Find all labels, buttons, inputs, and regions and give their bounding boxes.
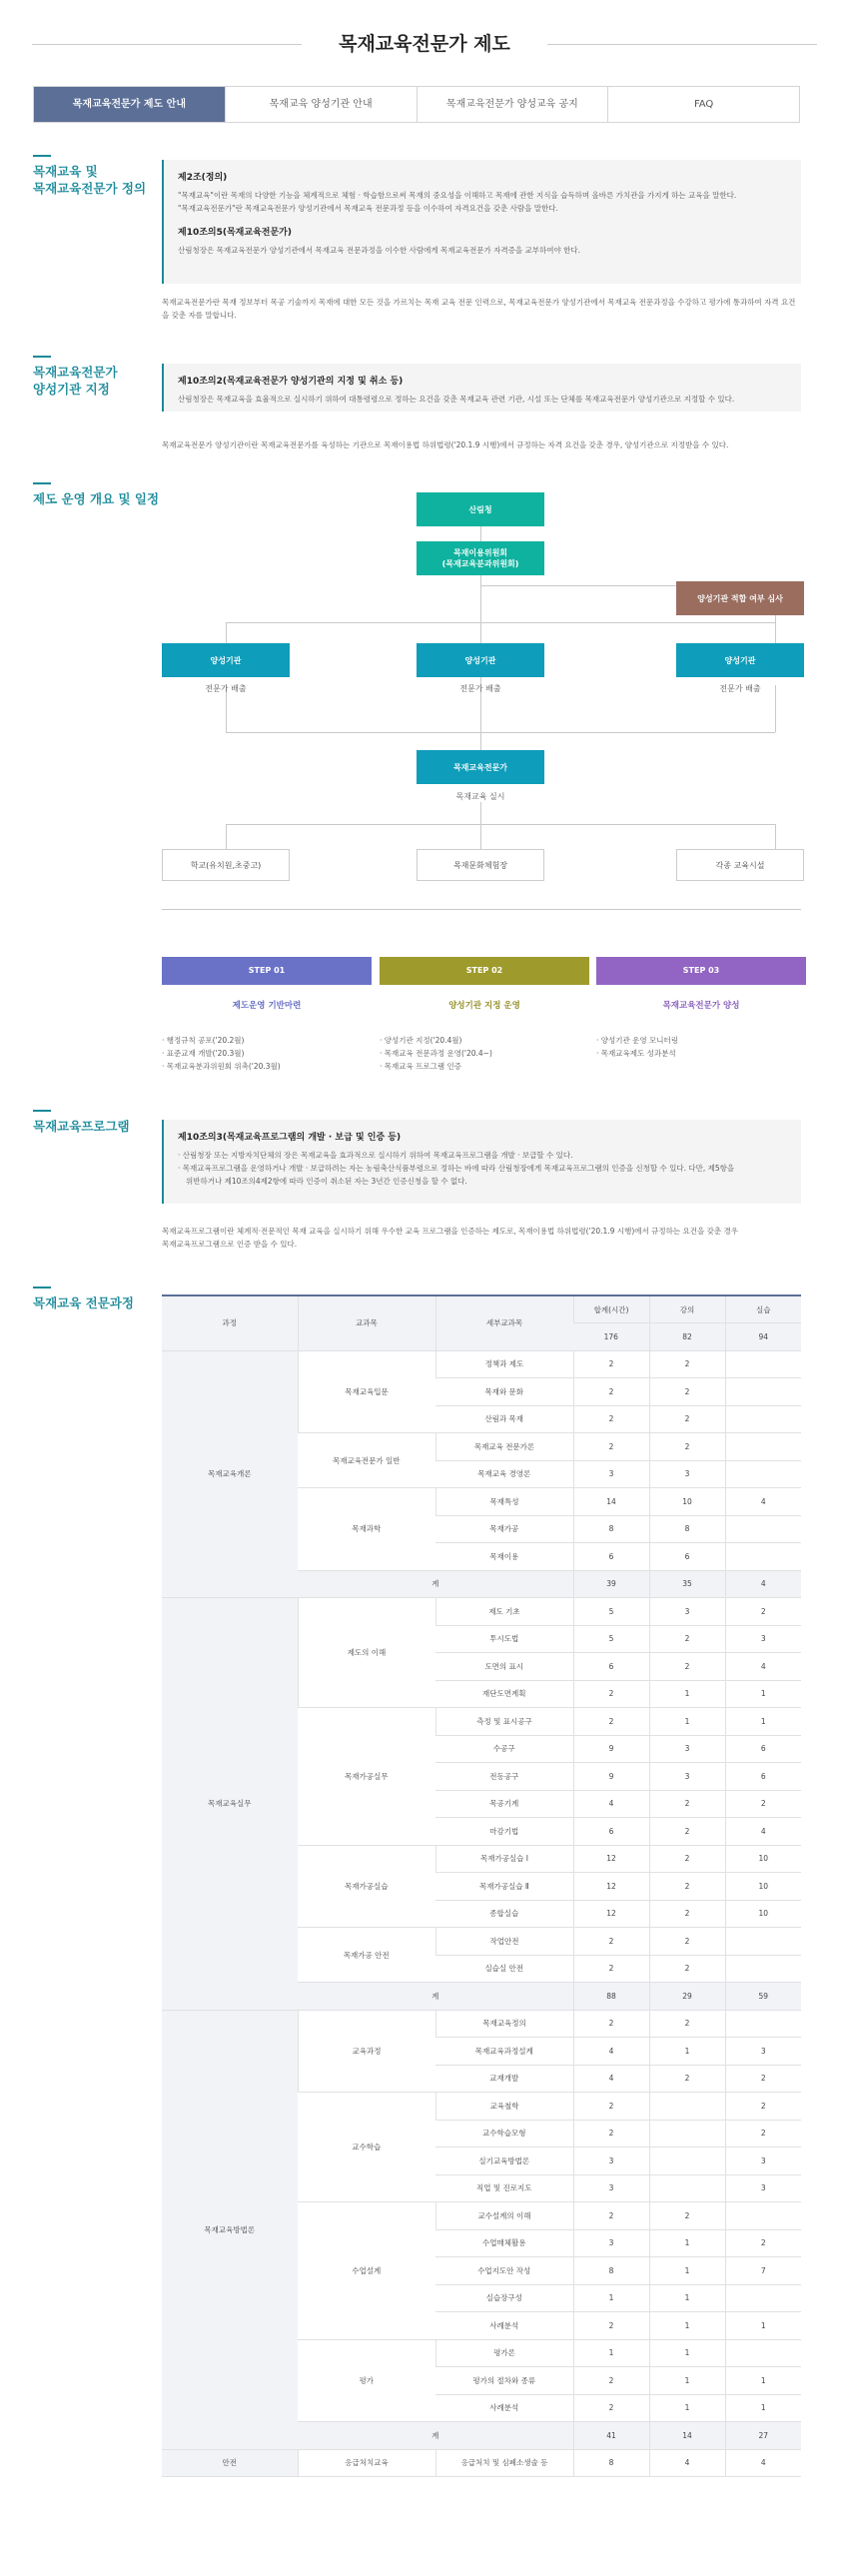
hours-cell: 2 — [649, 1378, 725, 1406]
table-row — [162, 1350, 801, 1378]
hours-cell: 4 — [573, 2038, 649, 2066]
hours-cell: 10 — [725, 1845, 801, 1873]
hours-cell — [649, 2174, 725, 2202]
hours-cell: 3 — [649, 1598, 725, 1626]
hours-cell: 12 — [573, 1900, 649, 1928]
list-item: · 양성기관 운영 모니터링 — [596, 1036, 678, 1045]
sum-cell: 41 — [573, 2422, 649, 2450]
program-note — [162, 1225, 801, 1251]
institution-sub: 전문가 배출 — [719, 684, 761, 693]
detail-cell: 작업안전 — [435, 1928, 573, 1956]
hours-cell: 9 — [573, 1735, 649, 1763]
hours-cell: 2 — [725, 2093, 801, 2121]
article-text: "목재교육전문가"란 목재교육전문가 양성기관에서 목재교육 전문과정 등을 이수하여 자격요건을 갖춘 사람을 말한다. — [178, 204, 558, 213]
institution-box — [162, 364, 801, 412]
hours-cell: 2 — [573, 2367, 649, 2395]
table-cell: 4 — [725, 2449, 801, 2477]
hours-cell: 4 — [573, 2065, 649, 2093]
review-node: 양성기관 적합 여부 심사 — [676, 581, 804, 615]
hours-cell: 6 — [573, 1818, 649, 1846]
hours-cell — [649, 2120, 725, 2147]
expert-sub: 목재교육 실시 — [416, 791, 545, 802]
hours-cell: 2 — [649, 2010, 725, 2038]
table-row — [162, 2449, 801, 2477]
article-text: 산림청장은 목재교육을 효율적으로 실시하기 위하여 대통령령으로 정하는 요건을 갖춘 목재교육 관련 기관, 시설 또는 단체를 목재교육전문가 양성기관으로 지정할 수 있다. — [178, 395, 735, 404]
hours-cell: 2 — [573, 1378, 649, 1406]
hours-cell: 3 — [649, 1460, 725, 1488]
sum-cell: 29 — [649, 1983, 725, 2011]
step-1-title: 제도운영 기반마련 — [232, 1001, 302, 1011]
detail-cell: 종합실습 — [435, 1900, 573, 1928]
hours-cell — [725, 1543, 801, 1571]
program-box — [162, 1120, 801, 1204]
list-item: · 산림청장 또는 지방자치단체의 장은 목재교육을 효과적으로 실시하기 위하여 목재교육프로그램을 개발 · 보급할 수 있다. — [178, 1151, 573, 1160]
hours-cell: 10 — [649, 1488, 725, 1516]
article-heading: 제10조의3(목재교육프로그램의 개발 · 보급 및 인증 등) — [178, 1133, 402, 1143]
list-item: 위반하거나 제10조의4제2항에 따라 인증이 취소된 자는 3년간 인증신청을 할 수 없다. — [186, 1177, 467, 1186]
hours-cell: 2 — [725, 2065, 801, 2093]
detail-cell: 도면의 표시 — [435, 1653, 573, 1681]
hours-cell: 2 — [649, 1653, 725, 1681]
detail-cell: 실습실 안전 — [435, 1955, 573, 1983]
article-heading: 제2조(정의) — [178, 173, 228, 183]
course-table — [162, 1294, 801, 2477]
institution-sub: 전문가 배출 — [205, 684, 247, 693]
hours-cell: 1 — [649, 2394, 725, 2422]
hours-cell — [725, 1515, 801, 1543]
total-cell: 82 — [649, 1323, 725, 1351]
detail-cell: 측정 및 표시공구 — [435, 1708, 573, 1736]
committee-node: 목재이용위원회 (목재교육분과위원회) — [417, 541, 544, 575]
section-title-course: 목재교육 전문과정 — [33, 1295, 134, 1310]
sum-cell: 59 — [725, 1983, 801, 2011]
hours-cell: 2 — [573, 1955, 649, 1983]
detail-cell: 목재교육정의 — [435, 2010, 573, 2038]
output-experience-center: 목재문화체험장 — [417, 849, 544, 881]
hours-cell: 9 — [573, 1763, 649, 1791]
list-item: · 목재교육 전문과정 운영('20.4~) — [380, 1049, 492, 1058]
detail-cell: 교수설계의 이해 — [435, 2202, 573, 2230]
step-3-label: STEP 03 — [596, 957, 806, 985]
detail-cell: 실기교육방법론 — [435, 2147, 573, 2175]
table-cell: 4 — [649, 2449, 725, 2477]
hours-cell: 6 — [725, 1763, 801, 1791]
hours-cell — [725, 1928, 801, 1956]
table-row — [162, 2010, 801, 2038]
header-cell: 강의 — [649, 1295, 725, 1323]
hours-cell: 2 — [649, 1625, 725, 1653]
detail-cell: 수업지도안 작성 — [435, 2257, 573, 2285]
sum-label-cell: 계 — [298, 1570, 573, 1598]
section-title-overview: 제도 운영 개요 및 일정 — [33, 491, 160, 506]
hours-cell: 3 — [573, 2174, 649, 2202]
hours-cell: 12 — [573, 1873, 649, 1901]
hours-cell: 4 — [725, 1818, 801, 1846]
header-cell: 세부교과목 — [435, 1295, 573, 1350]
hours-cell — [725, 1433, 801, 1461]
table-cell: 응급처치 및 심폐소생술 등 — [435, 2449, 573, 2477]
detail-cell: 사례분석 — [435, 2394, 573, 2422]
definition-note: 목재교육전문가란 목재 정보부터 목공 기술까지 목재에 대한 모든 것을 가르치는 목재 교육 전문 인력으로, 목재교육전문가 양성기관에서 목재교육 전문과정을 수강하고 평가에 통과하여 자격 요건을 갖춘 자를 말합니다. — [162, 298, 796, 320]
hours-cell: 1 — [649, 2312, 725, 2340]
step-2-list — [380, 1034, 589, 1073]
sum-cell: 14 — [649, 2422, 725, 2450]
hours-cell: 10 — [725, 1900, 801, 1928]
sum-cell: 35 — [649, 1570, 725, 1598]
detail-cell: 수공구 — [435, 1735, 573, 1763]
hours-cell: 3 — [725, 2038, 801, 2066]
section-title-institution: 목재교육전문가 양성기관 지정 — [33, 365, 118, 397]
detail-cell: 목재가공실습 Ⅱ — [435, 1873, 573, 1901]
forest-service-node: 산림청 — [417, 492, 544, 526]
hours-cell: 1 — [725, 2312, 801, 2340]
hours-cell: 2 — [573, 2202, 649, 2230]
hours-cell: 4 — [573, 1790, 649, 1818]
header-cell: 합계(시간) — [573, 1295, 649, 1323]
sum-cell: 27 — [725, 2422, 801, 2450]
sum-cell: 4 — [725, 1570, 801, 1598]
expert-node: 목재교육전문가 — [417, 750, 544, 784]
output-facilities: 각종 교육시설 — [676, 849, 804, 881]
hours-cell: 2 — [649, 1928, 725, 1956]
hours-cell: 6 — [573, 1653, 649, 1681]
hours-cell: 5 — [573, 1625, 649, 1653]
hours-cell — [725, 1350, 801, 1378]
hours-cell: 1 — [725, 1708, 801, 1736]
header-cell: 과정 — [162, 1295, 298, 1350]
institution-node: 양성기관 — [676, 643, 804, 677]
hours-cell: 12 — [573, 1845, 649, 1873]
subject-cell: 수업설계 — [298, 2202, 435, 2340]
hours-cell: 8 — [573, 1515, 649, 1543]
hours-cell: 3 — [573, 2229, 649, 2257]
hours-cell: 6 — [725, 1735, 801, 1763]
hours-cell: 4 — [725, 1488, 801, 1516]
subject-cell: 평가 — [298, 2339, 435, 2422]
detail-cell: 교육철학 — [435, 2093, 573, 2121]
institution-node: 양성기관 — [162, 643, 290, 677]
hours-cell: 2 — [573, 1680, 649, 1708]
subject-cell: 목재가공 안전 — [298, 1928, 435, 1983]
total-cell: 94 — [725, 1323, 801, 1351]
hours-cell — [725, 2339, 801, 2367]
hours-cell: 5 — [573, 1598, 649, 1626]
detail-cell: 수업매체활용 — [435, 2229, 573, 2257]
hours-cell: 2 — [573, 1405, 649, 1433]
table-cell: 8 — [573, 2449, 649, 2477]
hours-cell: 8 — [649, 1515, 725, 1543]
hours-cell: 2 — [573, 1433, 649, 1461]
detail-cell: 교수학습모형 — [435, 2120, 573, 2147]
hours-cell: 4 — [725, 1653, 801, 1681]
hours-cell: 6 — [649, 1543, 725, 1571]
program-note-line: 목재교육프로그램이란 체계적·전문적인 목재 교육을 실시하기 위해 우수한 교육 프로그램을 인증하는 제도로, 목재이용법 하위법령('20.1.9 시행)에서 규정하는 요건을 갖춘 경우 — [162, 1227, 738, 1236]
article-heading: 제10조의2(목재교육전문가 양성기관의 지정 및 취소 등) — [178, 377, 404, 387]
subject-cell: 목재교육입문 — [298, 1350, 435, 1433]
hours-cell: 3 — [649, 1763, 725, 1791]
detail-cell: 산림과 목재 — [435, 1405, 573, 1433]
hours-cell — [725, 2284, 801, 2312]
sum-cell: 88 — [573, 1983, 649, 2011]
hours-cell: 2 — [649, 1955, 725, 1983]
hours-cell: 1 — [649, 1680, 725, 1708]
subject-cell: 목재가공실무 — [298, 1708, 435, 1846]
detail-cell: 투시도법 — [435, 1625, 573, 1653]
step-3-title: 목재교육전문가 양성 — [662, 1001, 740, 1011]
list-item: · 목재교육분과위원회 위촉('20.3월) — [162, 1062, 281, 1071]
institution-sub: 전문가 배출 — [459, 684, 501, 693]
hours-cell: 1 — [649, 2339, 725, 2367]
hours-cell: 2 — [573, 2093, 649, 2121]
step-2-title: 양성기관 지정 운영 — [448, 1001, 520, 1011]
hours-cell: 2 — [725, 2229, 801, 2257]
article-text: 산림청장은 목재교육전문가 양성기관에서 목재교육 전문과정을 이수한 사람에게 목재교육전문가 자격증을 교부하여야 한다. — [178, 246, 580, 255]
hours-cell: 2 — [725, 1790, 801, 1818]
detail-cell: 직업 및 진로지도 — [435, 2174, 573, 2202]
tab-faq[interactable]: FAQ — [607, 87, 799, 122]
detail-cell: 목공기계 — [435, 1790, 573, 1818]
hours-cell: 3 — [573, 1460, 649, 1488]
hours-cell: 8 — [573, 2257, 649, 2285]
detail-cell: 목재교육과정설계 — [435, 2038, 573, 2066]
tab-institution-guide[interactable]: 목재교육 양성기관 안내 — [225, 87, 417, 122]
step-1-list — [162, 1034, 372, 1073]
title-area — [32, 28, 817, 60]
hours-cell: 2 — [573, 2312, 649, 2340]
hours-cell: 2 — [573, 1928, 649, 1956]
course-cell: 목재교육실무 — [162, 1598, 298, 2011]
detail-cell: 정책과 제도 — [435, 1350, 573, 1378]
hours-cell: 3 — [725, 1625, 801, 1653]
detail-cell: 제도 기초 — [435, 1598, 573, 1626]
table-row — [162, 1598, 801, 1626]
list-item: · 양성기관 지정('20.4월) — [380, 1036, 462, 1045]
hours-cell: 1 — [649, 2367, 725, 2395]
detail-cell: 전동공구 — [435, 1763, 573, 1791]
hours-cell: 6 — [573, 1543, 649, 1571]
detail-cell: 교재개발 — [435, 2065, 573, 2093]
subject-cell: 제도의 이해 — [298, 1598, 435, 1708]
detail-cell: 재단도면계획 — [435, 1680, 573, 1708]
hours-cell: 1 — [573, 2339, 649, 2367]
sum-label-cell: 계 — [298, 1983, 573, 2011]
hours-cell: 7 — [725, 2257, 801, 2285]
hours-cell: 1 — [725, 1680, 801, 1708]
detail-cell: 목재교육 경영론 — [435, 1460, 573, 1488]
tab-system-guide[interactable]: 목재교육전문가 제도 안내 — [34, 87, 225, 122]
detail-cell: 목재교육 전문가론 — [435, 1433, 573, 1461]
institution-note: 목재교육전문가 양성기관이란 목재교육전문가를 육성하는 기관으로 목재이용법 하위법령('20.1.9 시행)에서 규정하는 자격 요건을 갖춘 경우, 양성기관으로 지정받을 수 있다. — [162, 440, 729, 449]
course-cell: 안전 — [162, 2449, 298, 2477]
output-school: 학교(유치원,초중고) — [162, 849, 290, 881]
list-item: · 행정규칙 공포('20.2월) — [162, 1036, 245, 1045]
detail-cell: 실습장구성 — [435, 2284, 573, 2312]
hours-cell: 3 — [573, 2147, 649, 2175]
hours-cell — [725, 1955, 801, 1983]
hours-cell: 3 — [649, 1735, 725, 1763]
subject-cell: 목재가공실습 — [298, 1845, 435, 1928]
hours-cell: 1 — [649, 2284, 725, 2312]
hours-cell: 2 — [725, 1598, 801, 1626]
article-text: "목재교육"이란 목재의 다양한 기능을 체계적으로 체험 · 학습함으로써 목재의 중요성을 이해하고 목재에 관한 지식을 습득하며 올바른 가치관을 가지게 하는 교육을 말한다. — [178, 191, 737, 200]
hours-cell: 1 — [649, 1708, 725, 1736]
hours-cell: 2 — [649, 1900, 725, 1928]
course-cell: 목재교육방법론 — [162, 2010, 298, 2449]
hours-cell: 1 — [725, 2394, 801, 2422]
tab-education-notice[interactable]: 목재교육전문가 양성교육 공지 — [417, 87, 608, 122]
step-2-label: STEP 02 — [380, 957, 589, 985]
list-item: · 표준교재 개발('20.3월) — [162, 1049, 245, 1058]
total-cell: 176 — [573, 1323, 649, 1351]
hours-cell: 14 — [573, 1488, 649, 1516]
list-item: · 목재교육프로그램을 운영하거나 개발 · 보급하려는 자는 농림축산식품부령으로 정하는 바에 따라 산림청장에게 목재교육프로그램의 인증을 신청할 수 있다. 다만, 제5항을 — [178, 1164, 735, 1173]
hours-cell — [725, 1460, 801, 1488]
sum-label-cell: 계 — [298, 2422, 573, 2450]
program-note-line: 목재교육프로그램으로 인증 받을 수 있다. — [162, 1240, 298, 1249]
subject-cell: 교수학습 — [298, 2093, 435, 2202]
hours-cell: 1 — [649, 2038, 725, 2066]
hours-cell — [649, 2093, 725, 2121]
hours-cell: 2 — [649, 1790, 725, 1818]
hours-cell — [725, 2202, 801, 2230]
page-title: 목재교육전문가 제도 — [339, 33, 510, 55]
detail-cell: 평가의 절차와 종류 — [435, 2367, 573, 2395]
definition-box — [162, 160, 801, 284]
list-item: · 목재교육 프로그램 인증 — [380, 1062, 461, 1071]
hours-cell: 1 — [573, 2284, 649, 2312]
hours-cell: 2 — [573, 1350, 649, 1378]
hours-cell — [725, 2010, 801, 2038]
detail-cell: 목재이용 — [435, 1543, 573, 1571]
table-cell: 응급처치교육 — [298, 2449, 435, 2477]
hours-cell: 2 — [573, 2010, 649, 2038]
hours-cell — [649, 2147, 725, 2175]
course-cell: 목재교육개론 — [162, 1350, 298, 1598]
hours-cell: 2 — [649, 1433, 725, 1461]
section-title-definition: 목재교육 및 목재교육전문가 정의 — [33, 164, 147, 196]
hours-cell: 2 — [649, 1845, 725, 1873]
hours-cell: 1 — [649, 2257, 725, 2285]
subject-cell: 목재교육전문가 일반 — [298, 1433, 435, 1488]
detail-cell: 마감기법 — [435, 1818, 573, 1846]
institution-node: 양성기관 — [417, 643, 544, 677]
subject-cell: 교육과정 — [298, 2010, 435, 2093]
detail-cell: 목재가공실습 Ⅰ — [435, 1845, 573, 1873]
detail-cell: 목재특성 — [435, 1488, 573, 1516]
hours-cell: 1 — [725, 2367, 801, 2395]
hours-cell: 2 — [649, 1405, 725, 1433]
article-heading: 제10조의5(목재교육전문가) — [178, 228, 292, 238]
hours-cell: 2 — [725, 2120, 801, 2147]
header-cell: 교과목 — [298, 1295, 435, 1350]
hours-cell: 2 — [649, 2202, 725, 2230]
header-cell: 실습 — [725, 1295, 801, 1323]
hours-cell: 2 — [573, 2394, 649, 2422]
hours-cell: 2 — [573, 2120, 649, 2147]
hours-cell — [725, 1405, 801, 1433]
hours-cell: 3 — [725, 2174, 801, 2202]
hours-cell: 2 — [649, 1873, 725, 1901]
detail-cell: 사례분석 — [435, 2312, 573, 2340]
detail-cell: 목재와 문화 — [435, 1378, 573, 1406]
detail-cell: 평가론 — [435, 2339, 573, 2367]
hours-cell: 3 — [725, 2147, 801, 2175]
hours-cell: 2 — [649, 1818, 725, 1846]
hours-cell: 1 — [649, 2229, 725, 2257]
hours-cell — [725, 1378, 801, 1406]
hours-cell: 10 — [725, 1873, 801, 1901]
hours-cell: 2 — [573, 1708, 649, 1736]
hours-cell: 2 — [649, 2065, 725, 2093]
hours-cell: 2 — [649, 1350, 725, 1378]
section-title-program: 목재교육프로그램 — [33, 1119, 130, 1134]
step-3-list — [596, 1034, 806, 1060]
tab-bar — [33, 86, 800, 123]
list-item: · 목재교육제도 성과분석 — [596, 1049, 676, 1058]
detail-cell: 목재가공 — [435, 1515, 573, 1543]
subject-cell: 목재과학 — [298, 1488, 435, 1571]
sum-cell: 39 — [573, 1570, 649, 1598]
step-1-label: STEP 01 — [162, 957, 372, 985]
table-header-row — [162, 1295, 801, 1323]
